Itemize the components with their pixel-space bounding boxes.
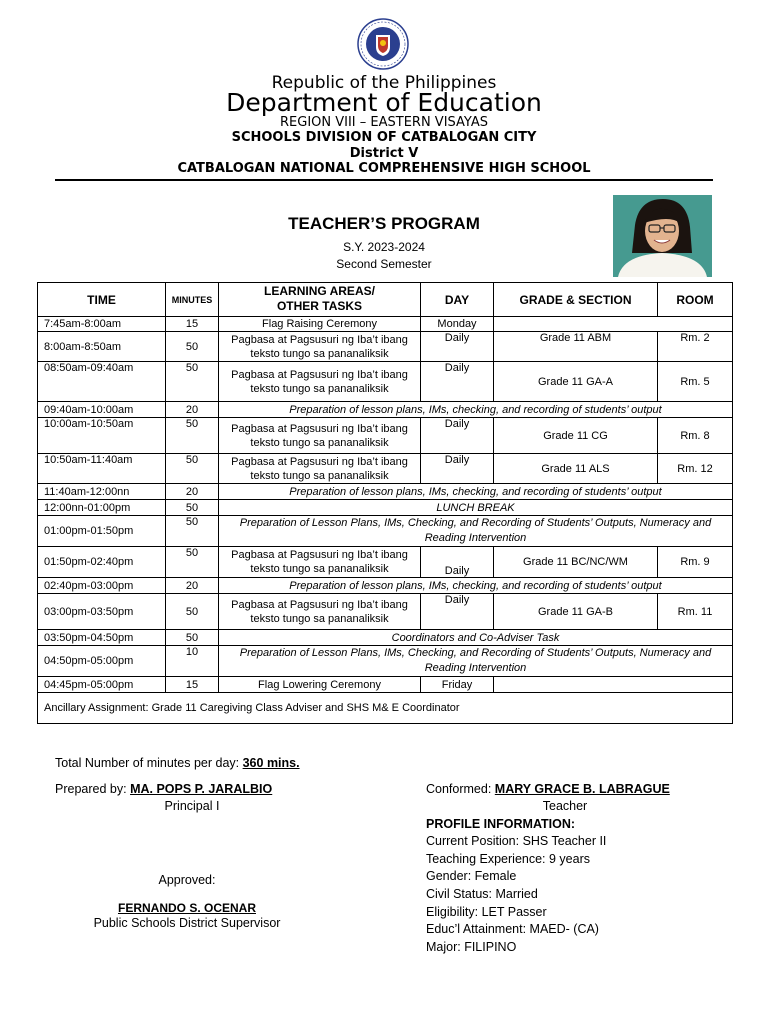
cell-prep-long: Preparation of Lesson Plans, IMs, Checking, and Recording of Students’ Outputs, Numeracy and Reading Intervention xyxy=(219,646,733,677)
header-room: ROOM xyxy=(658,283,733,317)
table-row xyxy=(38,547,733,578)
cell-time: 10:00am-10:50am xyxy=(38,418,166,454)
table-row xyxy=(38,630,733,646)
cell-empty xyxy=(494,317,733,332)
cell-subject xyxy=(219,594,421,630)
header-learning-areas xyxy=(219,283,421,317)
program-title: TEACHER’S PROGRAM xyxy=(288,214,480,233)
header-minutes: MINUTES xyxy=(166,283,219,317)
cell-grade: Grade 11 ABM xyxy=(494,332,658,362)
table-row xyxy=(38,332,733,362)
profile-eligibility: Eligibility: LET Passer xyxy=(426,905,547,919)
table-row xyxy=(38,362,733,402)
header-divider xyxy=(55,179,713,181)
header-region: REGION VIII – EASTERN VISAYAS xyxy=(280,115,488,130)
subject-line1: Pagbasa at Pagsusuri ng Iba’t ibang xyxy=(231,455,408,468)
cell-day: Friday xyxy=(421,677,494,693)
header-department: Department of Education xyxy=(226,88,542,117)
cell-subject xyxy=(219,332,421,362)
table-row xyxy=(38,484,733,500)
cell-minutes: 20 xyxy=(166,402,219,418)
cell-time: 03:50pm-04:50pm xyxy=(38,630,166,646)
cell-minutes: 50 xyxy=(166,418,219,454)
table-row xyxy=(38,646,733,677)
subject-line2: teksto tungo sa pananaliksik xyxy=(250,436,389,449)
cell-subject xyxy=(219,547,421,578)
total-minutes xyxy=(55,755,300,773)
header-areas-line1: LEARNING AREAS/ xyxy=(264,284,375,298)
cell-minutes: 20 xyxy=(166,484,219,500)
conformed-by xyxy=(426,781,670,799)
cell-minutes: 50 xyxy=(166,547,219,578)
table-row xyxy=(38,578,733,594)
cell-grade: Grade 11 GA-A xyxy=(494,362,658,402)
cell-subject xyxy=(219,362,421,402)
cell-minutes: 50 xyxy=(166,332,219,362)
subject-line1: Pagbasa at Pagsusuri ng Iba’t ibang xyxy=(231,333,408,346)
cell-room: Rm. 5 xyxy=(658,362,733,402)
cell-lunch: LUNCH BREAK xyxy=(219,500,733,516)
header-republic: Republic of the Philippines xyxy=(271,73,497,93)
profile-current-position: Current Position: SHS Teacher II xyxy=(426,834,607,848)
cell-day: Daily xyxy=(421,547,494,578)
profile-civil-status: Civil Status: Married xyxy=(426,887,538,901)
deped-seal-logo xyxy=(357,18,409,70)
subject-line2: teksto tungo sa pananaliksik xyxy=(250,469,389,482)
cell-minutes: 50 xyxy=(166,362,219,402)
table-header-row xyxy=(38,283,733,317)
prepared-label: Prepared by: xyxy=(55,782,127,796)
cell-minutes: 15 xyxy=(166,317,219,332)
cell-coordinators-task: Coordinators and Co-Adviser Task xyxy=(219,630,733,646)
header-grade-section: GRADE & SECTION xyxy=(494,283,658,317)
header-division: SCHOOLS DIVISION OF CATBALOGAN CITY xyxy=(231,130,537,145)
header-day: DAY xyxy=(421,283,494,317)
cell-minutes: 20 xyxy=(166,578,219,594)
total-label: Total Number of minutes per day: xyxy=(55,756,240,770)
header-time: TIME xyxy=(38,283,166,317)
cell-time: 04:50pm-05:00pm xyxy=(38,646,166,677)
profile-educ-attainment: Educ’l Attainment: MAED- (CA) xyxy=(426,922,599,936)
cell-time: 11:40am-12:00nn xyxy=(38,484,166,500)
approved-label: Approved: xyxy=(158,873,216,887)
table-row xyxy=(38,418,733,454)
cell-time: 03:00pm-03:50pm xyxy=(38,594,166,630)
cell-time: 12:00nn-01:00pm xyxy=(38,500,166,516)
table-row-ancillary xyxy=(38,693,733,724)
cell-room: Rm. 9 xyxy=(658,547,733,578)
prepared-position: Principal I xyxy=(164,799,220,813)
cell-time: 02:40pm-03:00pm xyxy=(38,578,166,594)
cell-minutes: 50 xyxy=(166,454,219,484)
cell-time: 01:00pm-01:50pm xyxy=(38,516,166,547)
schedule-table xyxy=(37,282,733,724)
subject-line1: Pagbasa at Pagsusuri ng Iba’t ibang xyxy=(231,598,408,611)
subject-line1: Pagbasa at Pagsusuri ng Iba’t ibang xyxy=(231,422,408,435)
header-district: District V xyxy=(349,146,419,161)
profile-teaching-experience: Teaching Experience: 9 years xyxy=(426,852,590,866)
cell-room: Rm. 2 xyxy=(658,332,733,362)
cell-minutes: 50 xyxy=(166,500,219,516)
approved-position: Public Schools District Supervisor xyxy=(93,916,281,930)
prepared-by xyxy=(55,781,272,799)
profile-heading: PROFILE INFORMATION: xyxy=(426,817,576,831)
total-value: 360 mins. xyxy=(242,756,300,770)
subject-line1: Pagbasa at Pagsusuri ng Iba’t ibang xyxy=(231,368,408,381)
conformed-label: Conformed: xyxy=(426,782,492,796)
cell-time: 09:40am-10:00am xyxy=(38,402,166,418)
teacher-photo xyxy=(613,195,712,277)
cell-grade: Grade 11 ALS xyxy=(494,454,658,484)
cell-day: Daily xyxy=(421,362,494,402)
cell-minutes: 50 xyxy=(166,516,219,547)
cell-subject xyxy=(219,418,421,454)
cell-prep-task: Preparation of lesson plans, IMs, checking, and recording of students’ output xyxy=(219,578,733,594)
conformed-position: Teacher xyxy=(542,799,588,813)
table-row xyxy=(38,516,733,547)
table-row xyxy=(38,500,733,516)
profile-gender: Gender: Female xyxy=(426,869,517,883)
cell-subject xyxy=(219,454,421,484)
cell-prep-long: Preparation of Lesson Plans, IMs, Checking, and Recording of Students’ Outputs, Numeracy and Reading Intervention xyxy=(219,516,733,547)
header-school: CATBALOGAN NATIONAL COMPREHENSIVE HIGH SCHOOL xyxy=(177,161,591,176)
cell-time: 10:50am-11:40am xyxy=(38,454,166,484)
cell-empty xyxy=(494,677,733,693)
profile-major: Major: FILIPINO xyxy=(426,940,517,954)
table-row xyxy=(38,677,733,693)
subject-line2: teksto tungo sa pananaliksik xyxy=(250,347,389,360)
ancillary-assignment: Ancillary Assignment: Grade 11 Caregiving Class Adviser and SHS M& E Coordinator xyxy=(38,693,733,724)
cell-day: Daily xyxy=(421,332,494,362)
cell-minutes: 10 xyxy=(166,646,219,677)
approved-name: FERNANDO S. OCENAR xyxy=(117,901,256,915)
cell-day: Daily xyxy=(421,454,494,484)
header-areas-line2: OTHER TASKS xyxy=(276,299,363,313)
subject-line2: teksto tungo sa pananaliksik xyxy=(250,563,389,575)
cell-time: 08:50am-09:40am xyxy=(38,362,166,402)
semester: Second Semester xyxy=(336,257,432,271)
table-row xyxy=(38,454,733,484)
cell-day: Daily xyxy=(421,594,494,630)
cell-minutes: 50 xyxy=(166,594,219,630)
cell-time: 8:00am-8:50am xyxy=(38,332,166,362)
cell-room: Rm. 8 xyxy=(658,418,733,454)
cell-room: Rm. 12 xyxy=(658,454,733,484)
subject-line2: teksto tungo sa pananaliksik xyxy=(250,382,389,395)
cell-task: Flag Lowering Ceremony xyxy=(219,677,421,693)
cell-time: 01:50pm-02:40pm xyxy=(38,547,166,578)
school-year: S.Y. 2023-2024 xyxy=(343,240,425,254)
cell-minutes: 15 xyxy=(166,677,219,693)
subject-line1: Pagbasa at Pagsusuri ng Iba’t ibang xyxy=(231,549,408,561)
cell-minutes: 50 xyxy=(166,630,219,646)
cell-day: Monday xyxy=(421,317,494,332)
conformed-name: MARY GRACE B. LABRAGUE xyxy=(494,782,670,796)
table-row xyxy=(38,594,733,630)
subject-line2: teksto tungo sa pananaliksik xyxy=(250,612,389,625)
cell-grade: Grade 11 BC/NC/WM xyxy=(494,547,658,578)
cell-room: Rm. 11 xyxy=(658,594,733,630)
table-row xyxy=(38,402,733,418)
cell-day: Daily xyxy=(421,418,494,454)
cell-grade: Grade 11 CG xyxy=(494,418,658,454)
cell-task: Flag Raising Ceremony xyxy=(219,317,421,332)
table-row xyxy=(38,317,733,332)
cell-grade: Grade 11 GA-B xyxy=(494,594,658,630)
cell-prep-task: Preparation of lesson plans, IMs, checking, and recording of students’ output xyxy=(219,402,733,418)
prepared-name: MA. POPS P. JARALBIO xyxy=(130,782,273,796)
cell-time: 04:45pm-05:00pm xyxy=(38,677,166,693)
cell-time: 7:45am-8:00am xyxy=(38,317,166,332)
cell-prep-task: Preparation of lesson plans, IMs, checking, and recording of students’ output xyxy=(219,484,733,500)
